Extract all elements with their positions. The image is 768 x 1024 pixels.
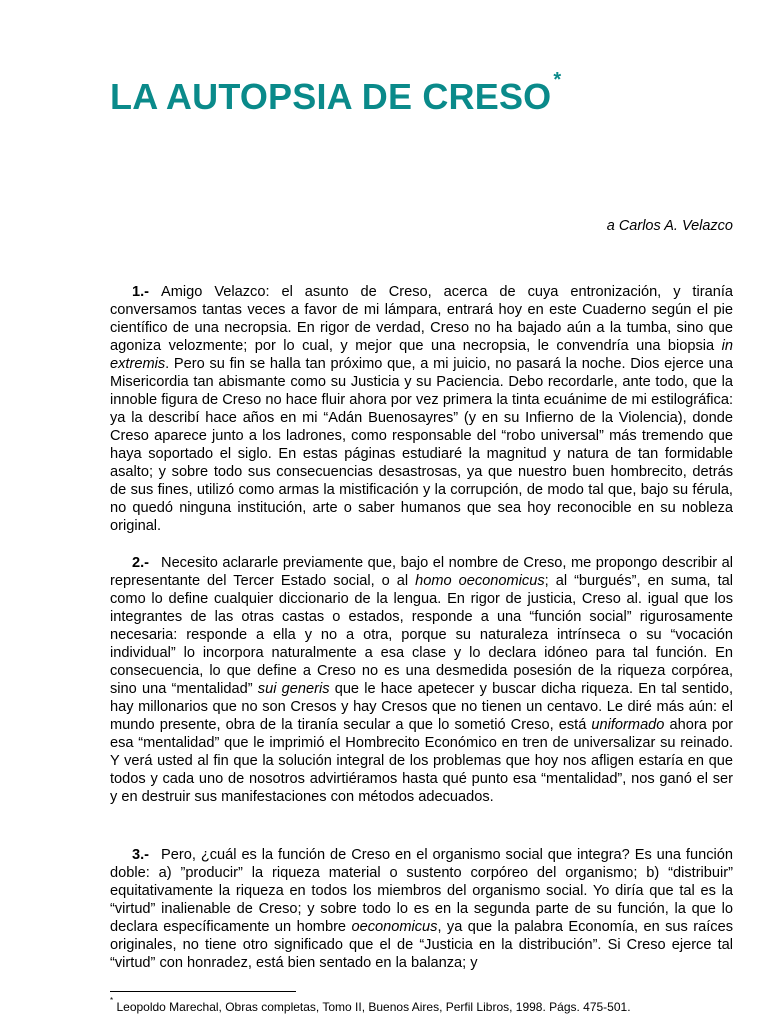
italic-text: in extremis bbox=[110, 338, 733, 372]
paragraph-3 bbox=[110, 846, 733, 972]
body-text: Pero, ¿cuál es la función de Creso en el organismo social que integra? Es una función doble: a) ”producir” la riqueza material o sustento corpóreo del organismo; b) “distribuir” equitativamente la riqueza en todos los miembros del organismo social. Yo diría que tal es la “virtud” inalienable de Creso; y sobre todo lo es en la segunda parte de su función, la que lo declara específicamente un hombre bbox=[110, 847, 733, 935]
paragraph-number: 1.- bbox=[132, 284, 150, 300]
title-footnote-mark[interactable]: * bbox=[553, 69, 562, 91]
paragraph-number: 3.- bbox=[132, 847, 150, 863]
italic-text: homo oeconomicus bbox=[415, 573, 545, 589]
paragraph-2 bbox=[110, 554, 733, 806]
footnote-mark: * bbox=[110, 996, 114, 1005]
footnote-text: Leopoldo Marechal, Obras completas, Tomo II, Buenos Aires, Perfil Libros, 1998. Págs. 475-501. bbox=[116, 1000, 631, 1014]
dedication: a Carlos A. Velazco bbox=[606, 218, 733, 234]
body-text: , ya que la palabra Economía, en sus raíces originales, no tiene otro significado que el de “Justicia en la distribución”. Si Creso ejerce tal “virtud” con honradez, está bien sentado en la balanza; y bbox=[110, 919, 733, 971]
body-text: Necesito aclararle previamente que, bajo el nombre de Creso, me propongo describir al representante del Tercer Estado social, o al bbox=[110, 555, 733, 589]
paragraph-number: 2.- bbox=[132, 555, 150, 571]
body-text: . Pero su fin se halla tan próximo que, a mi juicio, no pasará la noche. Dios ejerce una Misericordia tan abismante como su Justicia y su Paciencia. Debo recordarle, ante todo, que la innoble figura de Creso no hace fluir ahora por vez primera la tinta ecuánime de mi estilográfica: ya la describí hace años en mi “Adán Buenosayres” (y en su Infierno de la Violencia), donde Creso aparece junto a los ladrones, como responsable del “robo universal” más tremendo que haya soportado el siglo. En estas páginas estudiaré la magnitud y natura de tan formidable asalto; y sobre todo sus consecuencias desastrosas, ya que nuestro buen hombrecito, detrás de sus fines, utilizó como armas la mistificación y la corrupción, de modo tal que, bajo su férula, no quedó ninguna institución, arte o saber humanos que sea hoy reconocible en su nobleza original. bbox=[110, 356, 733, 534]
title-text: LA AUTOPSIA DE CRESO bbox=[110, 76, 552, 117]
document-title bbox=[110, 69, 562, 118]
body-text: ; al “burgués”, en suma, tal como lo define cualquier diccionario de la lengua. En rigor de justicia, Creso al. igual que los integrantes de las otras castas o estados, responde a una “función social” rigurosamente necesaria: responde a ella y no a otra, porque su naturaleza intrínseca o su “vocación individual” lo incorpora naturalmente a esa clase y lo declara idóneo para tal función. En consecuencia, lo que define a Creso no es una desmedida posesión de la riqueza corpórea, sino una “mentalidad” bbox=[110, 573, 733, 697]
body-text: Amigo Velazco: el asunto de Creso, acerca de cuya entronización, y tiranía conversamos tantas veces a favor de mi lámpara, entrará hoy en este Cuaderno según el pie científico de una necropsia. En rigor de verdad, Creso no ha bajado aún a la tumba, sino que agoniza velozmente; por lo cual, y mejor que una necropsia, le convendría una biopsia bbox=[110, 284, 733, 354]
italic-text: uniformado bbox=[591, 717, 665, 733]
body-text: ahora por esa “mentalidad” que le imprimió el Hombrecito Económico en tren de universalizar su reinado. Y verá usted al fin que la solución integral de los problemas que hoy nos afligen estaría en que todos y cada uno de nosotros advirtiéramos hasta qué punto esa “mentalidad”, nos ganó el ser y en destruir sus manifestaciones con métodos adecuados. bbox=[110, 717, 733, 805]
footnote-divider bbox=[110, 991, 296, 992]
italic-text: oeconomicus bbox=[351, 919, 438, 935]
footnote bbox=[110, 996, 631, 1014]
italic-text: sui generis bbox=[257, 681, 330, 697]
paragraph-1 bbox=[110, 283, 733, 535]
body-text: que le hace apetecer y buscar dicha riqueza. En tal sentido, hay millonarios que no son Cresos y hay Cresos que no tienen un centavo. Le diré más aún: el mundo presente, obra de la tiranía secular a que lo sometió Creso, está bbox=[110, 681, 734, 733]
